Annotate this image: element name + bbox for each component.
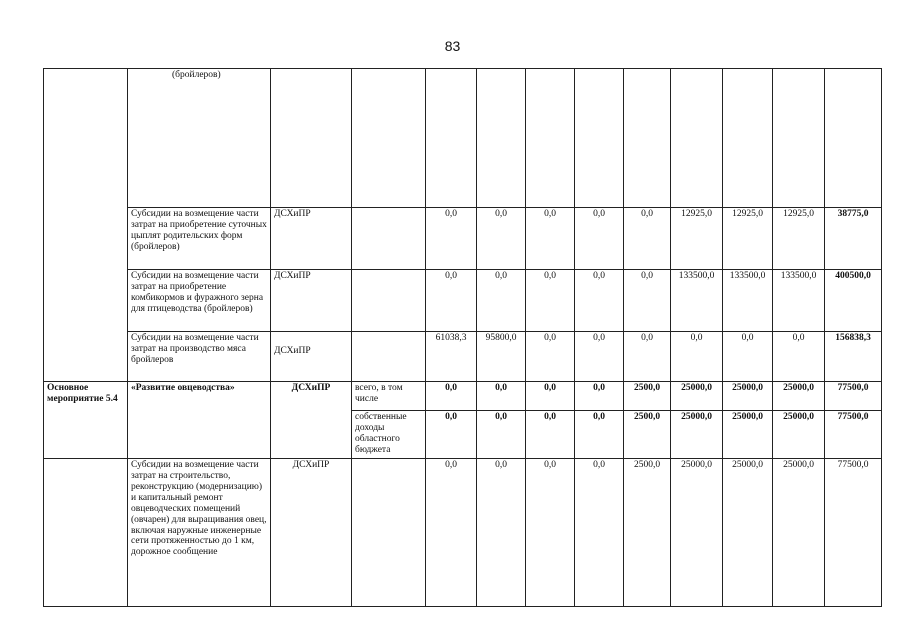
- table-row: [44, 208, 882, 270]
- value-cell: 0,0: [477, 382, 526, 411]
- total-cell: 38775,0: [825, 208, 882, 270]
- empty-cell: [44, 459, 128, 607]
- value-cell: 0,0: [624, 332, 671, 382]
- value-cell: 0,0: [575, 459, 624, 607]
- value-cell: [575, 69, 624, 208]
- total-cell: 400500,0: [825, 270, 882, 332]
- total-cell: 77500,0: [825, 459, 882, 607]
- value-cell: 25000,0: [671, 382, 723, 411]
- value-cell: 25000,0: [723, 382, 773, 411]
- table-row: [44, 270, 882, 332]
- value-cell: 0,0: [426, 208, 477, 270]
- table-row: [44, 69, 882, 208]
- value-cell: 0,0: [526, 411, 575, 459]
- source-cell: [352, 270, 426, 332]
- event-name: «Развитие овцеводства»: [128, 382, 271, 459]
- value-cell: 0,0: [575, 208, 624, 270]
- value-cell: [426, 69, 477, 208]
- value-cell: 61038,3: [426, 332, 477, 382]
- value-cell: 0,0: [426, 270, 477, 332]
- value-cell: 0,0: [526, 208, 575, 270]
- value-cell: 25000,0: [671, 411, 723, 459]
- total-cell: 77500,0: [825, 382, 882, 411]
- row-description: Субсидии на возмещение части затрат на производство мяса бройлеров: [128, 332, 271, 382]
- value-cell: 0,0: [624, 270, 671, 332]
- value-cell: [671, 69, 723, 208]
- value-cell: 0,0: [624, 208, 671, 270]
- page-number: 83: [444, 38, 461, 54]
- org-cell: [271, 69, 352, 208]
- source-cell: [352, 69, 426, 208]
- total-cell: 156838,3: [825, 332, 882, 382]
- value-cell: 0,0: [426, 382, 477, 411]
- value-cell: [477, 69, 526, 208]
- value-cell: 2500,0: [624, 382, 671, 411]
- org-cell: ДСХиПР: [271, 382, 352, 459]
- value-cell: [773, 69, 825, 208]
- value-cell: 0,0: [426, 459, 477, 607]
- event-label: Основное мероприятие 5.4: [44, 382, 128, 459]
- value-cell: 25000,0: [671, 459, 723, 607]
- total-cell: 77500,0: [825, 411, 882, 459]
- value-cell: 0,0: [426, 411, 477, 459]
- table-row: [44, 459, 882, 607]
- budget-table: [43, 68, 882, 607]
- org-cell: ДСХиПР: [271, 332, 352, 382]
- source-cell: всего, в том числе: [352, 382, 426, 411]
- value-cell: [723, 69, 773, 208]
- row-description: (бройлеров): [128, 69, 271, 208]
- source-cell: [352, 208, 426, 270]
- value-cell: 25000,0: [723, 459, 773, 607]
- value-cell: 95800,0: [477, 332, 526, 382]
- value-cell: 0,0: [477, 411, 526, 459]
- value-cell: 0,0: [526, 459, 575, 607]
- source-cell: [352, 459, 426, 607]
- value-cell: 0,0: [575, 270, 624, 332]
- row-description: Субсидии на возмещение части затрат на приобретение комбикормов и фуражного зерна для птицеводства (бройлеров): [128, 270, 271, 332]
- total-cell: [825, 69, 882, 208]
- value-cell: 2500,0: [624, 459, 671, 607]
- value-cell: 0,0: [575, 382, 624, 411]
- value-cell: 133500,0: [723, 270, 773, 332]
- value-cell: 0,0: [477, 459, 526, 607]
- value-cell: 0,0: [671, 332, 723, 382]
- value-cell: 25000,0: [773, 459, 825, 607]
- value-cell: 133500,0: [671, 270, 723, 332]
- org-cell: ДСХиПР: [271, 208, 352, 270]
- value-cell: 0,0: [477, 208, 526, 270]
- value-cell: 12925,0: [723, 208, 773, 270]
- row-description: Субсидии на возмещение части затрат на строительство, реконструкцию (модернизацию) и капитальный ремонт овцеводческих помещений (овчарен) для выращивания овец, включая наружные инженерные сети протяженностью до 1 км, дорожное сообщение: [128, 459, 271, 607]
- value-cell: 12925,0: [671, 208, 723, 270]
- table-row: [44, 332, 882, 382]
- value-cell: [624, 69, 671, 208]
- value-cell: 133500,0: [773, 270, 825, 332]
- value-cell: 0,0: [526, 270, 575, 332]
- table-row: [44, 382, 882, 411]
- value-cell: 0,0: [773, 332, 825, 382]
- value-cell: 25000,0: [773, 382, 825, 411]
- org-cell: ДСХиПР: [271, 270, 352, 332]
- value-cell: 0,0: [575, 332, 624, 382]
- org-cell: ДСХиПР: [271, 459, 352, 607]
- value-cell: 25000,0: [723, 411, 773, 459]
- value-cell: 0,0: [526, 382, 575, 411]
- value-cell: 12925,0: [773, 208, 825, 270]
- value-cell: 0,0: [575, 411, 624, 459]
- source-cell: [352, 332, 426, 382]
- row-description: Субсидии на возмещение части затрат на приобретение суточных цыплят родительских форм (бройлеров): [128, 208, 271, 270]
- value-cell: 0,0: [477, 270, 526, 332]
- value-cell: [526, 69, 575, 208]
- value-cell: 25000,0: [773, 411, 825, 459]
- value-cell: 0,0: [723, 332, 773, 382]
- source-cell: собственные доходы областного бюджета: [352, 411, 426, 459]
- value-cell: 2500,0: [624, 411, 671, 459]
- empty-cell: [44, 69, 128, 382]
- value-cell: 0,0: [526, 332, 575, 382]
